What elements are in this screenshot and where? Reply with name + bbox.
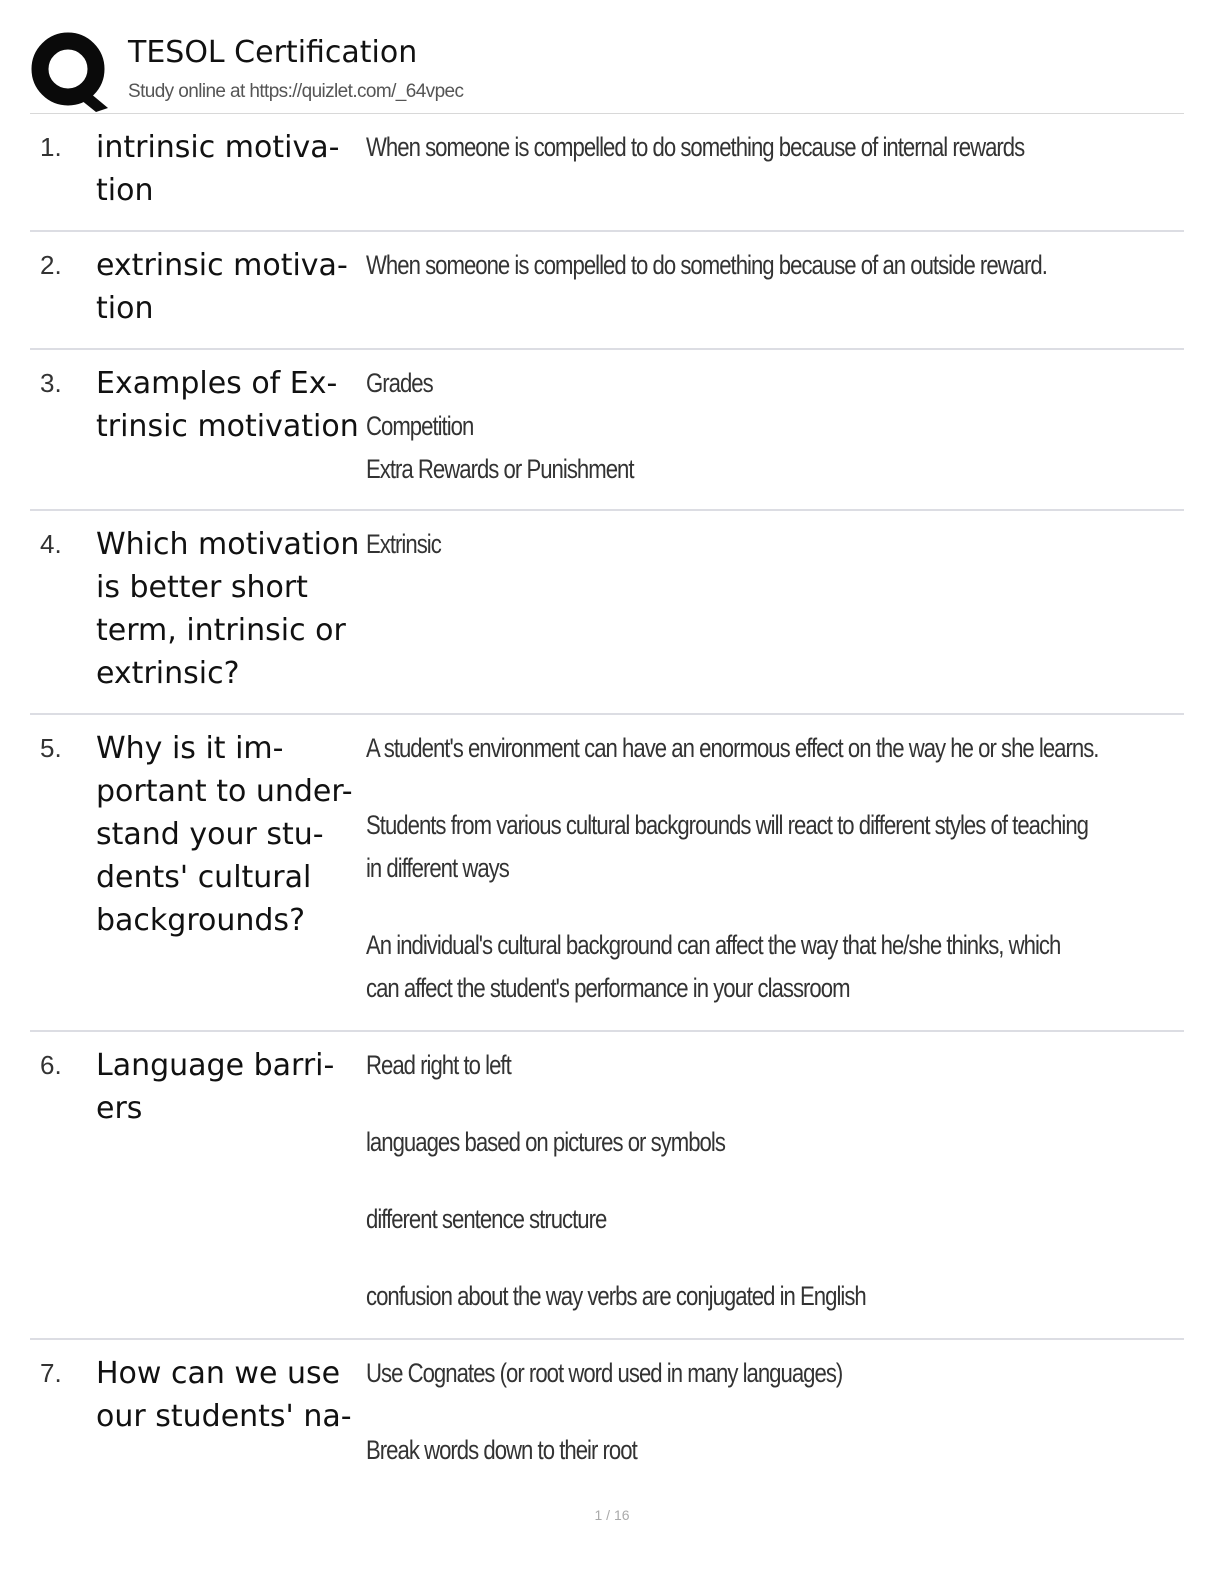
term-line: trinsic motivation [96, 409, 359, 444]
flashcard-row [30, 715, 1184, 1032]
definition-line: Competition [366, 411, 474, 441]
definition-paragraph [366, 1275, 1178, 1318]
flashcard-list [30, 114, 1184, 1510]
definition-paragraph [366, 1429, 1178, 1472]
card-definition [366, 362, 1178, 491]
flashcard-row [30, 1340, 1184, 1510]
card-definition [366, 1044, 1178, 1318]
card-number: 1. [40, 132, 62, 162]
definition-line: When someone is compelled to do something because of an outside reward. [366, 250, 1047, 280]
term-line: dents' cultural [96, 860, 312, 895]
term-line: How can we use [96, 1356, 341, 1391]
card-number: 7. [40, 1358, 62, 1388]
card-term [96, 727, 364, 942]
term-line: backgrounds? [96, 903, 305, 938]
definition-line: confusion about the way verbs are conjugated in English [366, 1281, 866, 1311]
card-term [96, 523, 364, 695]
term-line: Language barri- [96, 1048, 335, 1083]
definition-paragraph [366, 523, 1178, 566]
term-line: extrinsic motiva- [96, 248, 348, 283]
definition-paragraph [366, 924, 1178, 1010]
definition-paragraph [366, 1121, 1178, 1164]
definition-paragraph [366, 126, 1178, 169]
study-online-link[interactable]: Study online at https://quizlet.com/_64vpec [128, 81, 464, 102]
definition-line: An individual's cultural background can affect the way that he/she thinks, which [366, 930, 1061, 960]
card-definition [366, 523, 1178, 566]
card-definition [366, 727, 1178, 1010]
term-line: Why is it im- [96, 731, 284, 766]
card-definition [366, 244, 1178, 287]
card-term [96, 244, 364, 330]
definition-line: Read right to left [366, 1050, 511, 1080]
definition-line: languages based on pictures or symbols [366, 1127, 725, 1157]
card-definition [366, 1352, 1178, 1472]
term-line: is better short [96, 570, 308, 605]
definition-line: Use Cognates (or root word used in many languages) [366, 1358, 843, 1388]
term-line: term, intrinsic or [96, 613, 346, 648]
definition-line: in different ways [366, 853, 509, 883]
definition-line: Students from various cultural backgrounds will react to different styles of teaching [366, 810, 1089, 840]
definition-paragraph [366, 1198, 1178, 1241]
definition-line: different sentence structure [366, 1204, 607, 1234]
document-title: TESOL Certification [128, 35, 418, 70]
definition-paragraph [366, 1352, 1178, 1395]
definition-paragraph [366, 1044, 1178, 1087]
definition-line: Extra Rewards or Punishment [366, 454, 634, 484]
flashcard-row [30, 511, 1184, 715]
card-term [96, 126, 364, 212]
card-number: 2. [40, 250, 62, 280]
term-line: Which motivation [96, 527, 360, 562]
term-line: tion [96, 173, 154, 208]
term-line: ers [96, 1091, 143, 1126]
term-line: intrinsic motiva- [96, 130, 340, 165]
card-definition [366, 126, 1178, 169]
definition-paragraph [366, 362, 1178, 491]
definition-line: Grades [366, 368, 433, 398]
card-term [96, 362, 364, 448]
term-line: extrinsic? [96, 656, 240, 691]
flashcard-row [30, 350, 1184, 511]
document-header [30, 30, 1184, 114]
card-number: 4. [40, 529, 62, 559]
flashcard-row [30, 232, 1184, 350]
definition-line: can affect the student's performance in your classroom [366, 973, 850, 1003]
card-number: 3. [40, 368, 62, 398]
definition-line: Break words down to their root [366, 1435, 637, 1465]
card-number: 6. [40, 1050, 62, 1080]
page-number: 1 / 16 [594, 1507, 630, 1523]
definition-paragraph [366, 244, 1178, 287]
definition-line: Extrinsic [366, 529, 441, 559]
flashcard-row [30, 1032, 1184, 1340]
term-line: stand your stu- [96, 817, 324, 852]
card-term [96, 1352, 364, 1438]
definition-paragraph [366, 804, 1178, 890]
term-line: our students' na- [96, 1399, 352, 1434]
term-line: portant to under- [96, 774, 353, 809]
definition-line: When someone is compelled to do something because of internal rewards [366, 132, 1025, 162]
definition-line: A student's environment can have an enormous effect on the way he or she learns. [366, 733, 1099, 763]
term-line: tion [96, 291, 154, 326]
quizlet-logo-icon [30, 30, 112, 112]
card-term [96, 1044, 364, 1130]
definition-paragraph [366, 727, 1178, 770]
flashcard-row [30, 114, 1184, 232]
card-number: 5. [40, 733, 62, 763]
term-line: Examples of Ex- [96, 366, 338, 401]
